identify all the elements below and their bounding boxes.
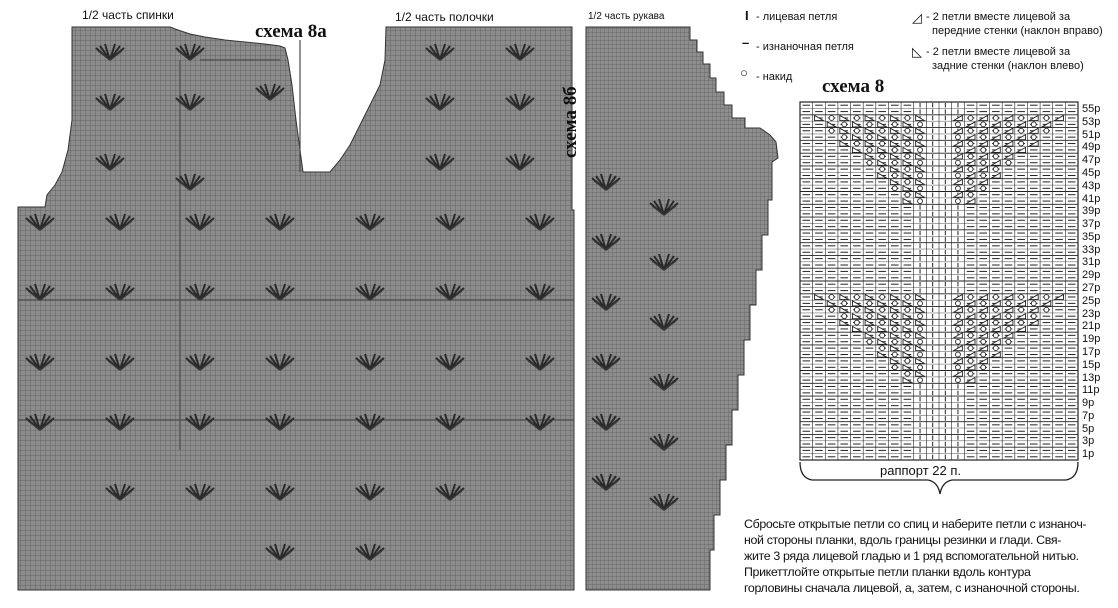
note-line: жите 3 ряда лицевой гладью и 1 ряд вспомогательной нитью. [744, 549, 1079, 563]
row-number-label: 7р [1082, 409, 1095, 422]
note-line: горловины сначала лицевой, а, затем, с изнаночной стороны. [744, 581, 1080, 595]
row-number-label: 19р [1082, 333, 1101, 346]
row-number-label: 17р [1082, 345, 1101, 358]
row-number-label: 37р [1082, 218, 1101, 231]
row-number-label: 5р [1082, 422, 1095, 435]
row-number-label: 33р [1082, 243, 1101, 256]
legend-purl: - изнаночная петля [756, 41, 854, 53]
yarn-over-icon: ○ [740, 65, 748, 80]
row-number-label: 47р [1082, 154, 1101, 167]
legend-k2tog-front-1: - 2 петли вместе лицевой за [926, 11, 1071, 23]
sleeve-half-label: 1/2 часть рукава [588, 11, 665, 22]
front-half-label: 1/2 часть полочки [395, 10, 494, 24]
row-number-label: 3р [1082, 435, 1095, 448]
knit-symbol-icon: I [745, 8, 749, 23]
row-number-label: 25р [1082, 294, 1101, 307]
row-number-label: 21р [1082, 320, 1101, 333]
scheme-8-grid [800, 102, 1078, 460]
instructions-note [744, 516, 1116, 596]
k2tog-front-icon: ◿ [912, 10, 922, 25]
row-number-label: 45р [1082, 166, 1101, 179]
k2tog-back-icon: ◺ [912, 44, 922, 59]
legend-k2tog-front-2: передние стенки (наклон вправо) [932, 25, 1103, 37]
row-number-label: 53р [1082, 115, 1101, 128]
row-number-label: 15р [1082, 358, 1101, 371]
back-half-label: 1/2 часть спинки [82, 8, 174, 22]
scheme-8b-title: схема 8б [560, 86, 581, 158]
row-number-label: 55р [1082, 103, 1101, 115]
body-chart [18, 27, 574, 590]
row-number-label: 51р [1082, 128, 1101, 141]
legend-k2tog-back-1: - 2 петли вместе лицевой за [926, 46, 1071, 58]
row-number-label: 27р [1082, 282, 1101, 294]
row-number-label: 35р [1082, 230, 1101, 243]
rapport-label: раппорт 22 п. [880, 463, 962, 478]
scheme-8a-title: схема 8а [255, 21, 327, 42]
row-number-label: 11р [1082, 384, 1100, 397]
legend-knit: - лицевая петля [756, 11, 838, 23]
purl-symbol-icon: – [742, 35, 750, 50]
scheme-8-title: схема 8 [822, 76, 885, 97]
note-line: Прикеттлойте открытые петли планки вдоль контура [744, 565, 1031, 579]
note-line: Сбросьте открытые петли со спиц и наберите петли с изнаноч- [744, 517, 1087, 531]
row-number-label: 49р [1082, 141, 1101, 154]
row-number-label: 43р [1082, 179, 1101, 192]
sleeve-chart [586, 27, 778, 590]
row-number-label: 1р [1082, 448, 1095, 461]
legend-k2tog-back-2: задние стенки (наклон влево) [932, 60, 1084, 72]
legend-yarn-over: - накид [756, 71, 793, 83]
row-number-label: 13р [1082, 371, 1101, 384]
row-number-label: 9р [1082, 397, 1095, 410]
row-number-label: 31р [1082, 256, 1101, 269]
note-line: ной стороны планки, вдоль границы резинки и глади. Свя- [744, 533, 1062, 547]
row-number-label: 29р [1082, 269, 1101, 282]
row-number-label: 23р [1082, 307, 1101, 320]
row-number-label: 41р [1082, 192, 1101, 205]
row-number-label: 39р [1082, 205, 1101, 218]
